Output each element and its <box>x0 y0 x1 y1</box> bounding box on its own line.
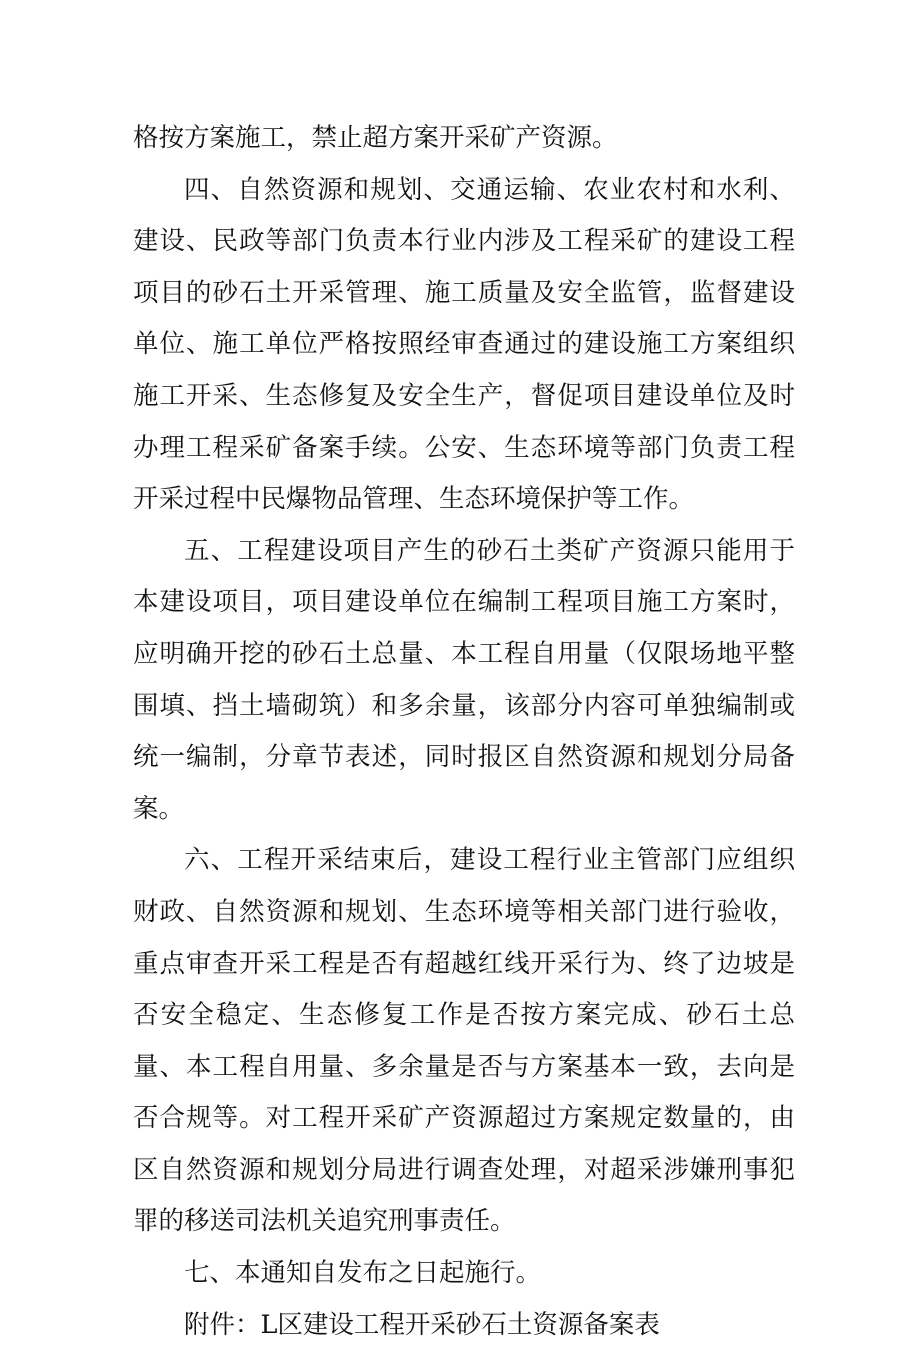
paragraph-item-5: 五、工程建设项目产生的砂石土类矿产资源只能用于本建设项目，项目建设单位在编制工程项目施工方案时，应明确开挖的砂石土总量、本工程自用量（仅限场地平整围填、挡土墙砌筑）和多余量，该部分内容可单独编制或统一编制，分章节表述，同时报区自然资源和规划分局备案。 <box>133 535 795 824</box>
attachment-line: 附件：L区建设工程开采砂石土资源备案表 <box>184 1309 660 1340</box>
paragraph-item-4: 四、自然资源和规划、交通运输、农业农村和水利、建设、民政等部门负责本行业内涉及工程采矿的建设工程项目的砂石土开采管理、施工质量及安全监管，监督建设单位、施工单位严格按照经审查通过的建设施工方案组织施工开采、生态修复及安全生产，督促项目建设单位及时办理工程采矿备案手续。公安、生态环境等部门负责工程开采过程中民爆物品管理、生态环境保护等工作。 <box>133 174 795 515</box>
paragraph-item-6: 六、工程开采结束后，建设工程行业主管部门应组织财政、自然资源和规划、生态环境等相关部门进行验收，重点审查开采工程是否有超越红线开采行为、终了边坡是否安全稳定、生态修复工作是否按方案完成、砂石土总量、本工程自用量、多余量是否与方案基本一致，去向是否合规等。对工程开采矿产资源超过方案规定数量的，由区自然资源和规划分局进行调查处理，对超采涉嫌刑事犯罪的移送司法机关追究刑事责任。 <box>133 845 795 1237</box>
paragraph-item-7: 七、本通知自发布之日起施行。 <box>184 1258 542 1289</box>
paragraph-continuation: 格按方案施工，禁止超方案开采矿产资源。 <box>133 123 618 153</box>
document-page <box>133 113 795 1351</box>
